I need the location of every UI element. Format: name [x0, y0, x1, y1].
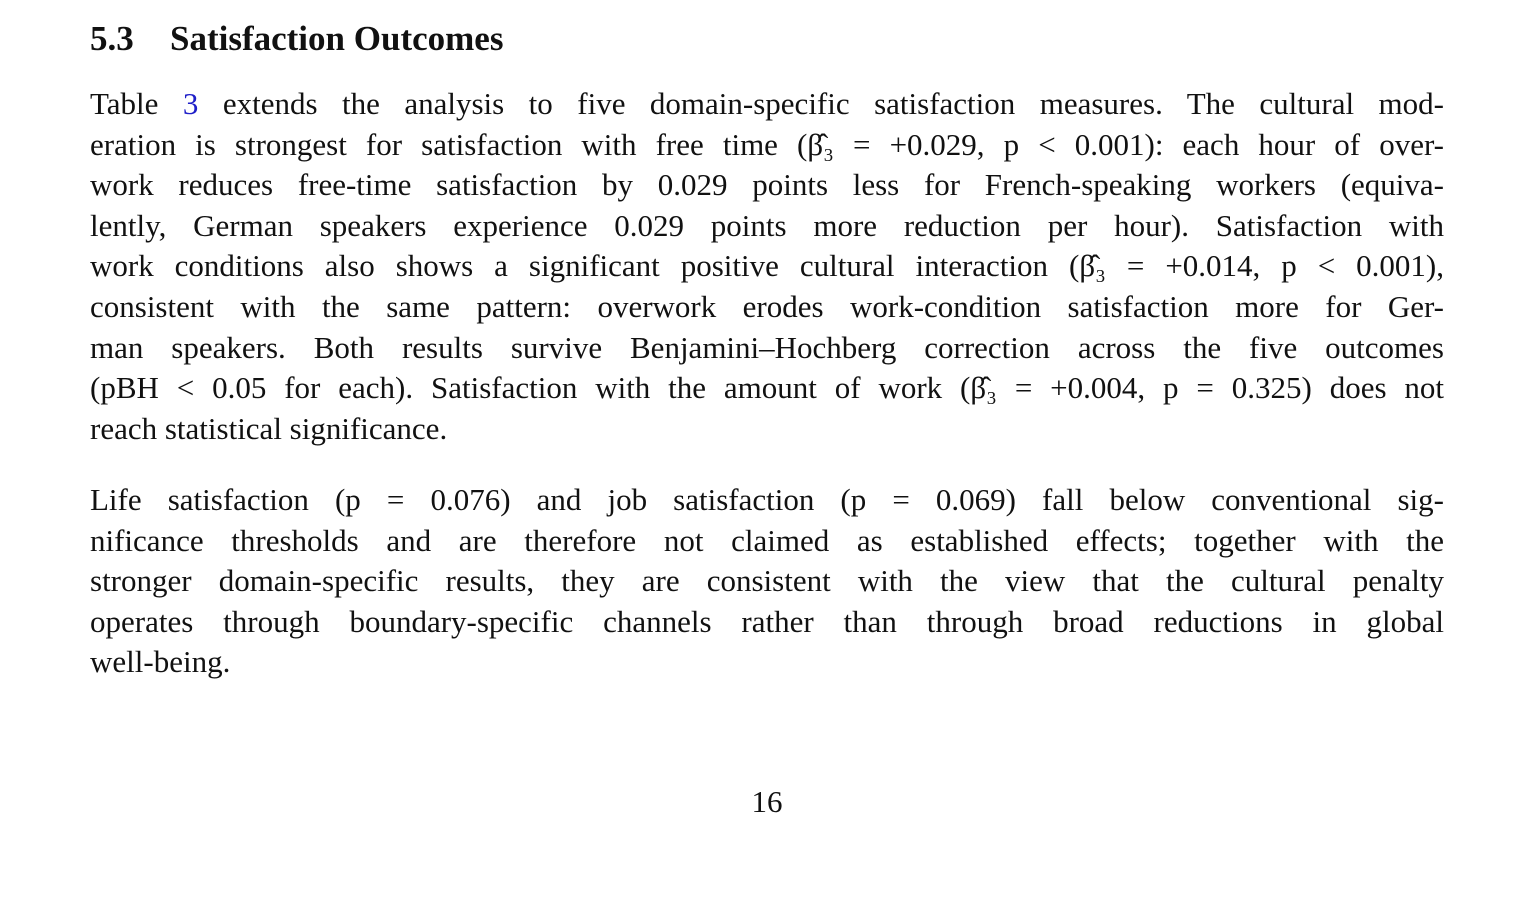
text-line [90, 246, 1444, 287]
section-title: Satisfaction Outcomes [170, 19, 504, 58]
text-line [90, 561, 1444, 602]
body-paragraph-1 [90, 84, 1444, 449]
text-segment: well-being. [90, 644, 231, 680]
body-paragraph-2 [90, 480, 1444, 683]
section-heading [90, 16, 503, 62]
text-segment: Table [90, 86, 183, 121]
text-segment: consistent with the same pattern: overwork erodes work-condition satisfaction more for Ger- [90, 288, 1444, 324]
text-line [90, 521, 1444, 562]
text-segment: man speakers. Both results survive Benjamini–Hochberg correction across the five outcomes [90, 329, 1444, 365]
text-line [90, 287, 1444, 328]
text-line [90, 368, 1444, 409]
text-segment: work reduces free-time satisfaction by 0.029 points less for French-speaking workers (equiva- [90, 167, 1444, 203]
text-line [90, 84, 1444, 125]
text-segment: (pBH < 0.05 for each). Satisfaction with the amount of work (β̂₃ = +0.004, p = 0.325) does not [90, 370, 1444, 406]
text-segment: operates through boundary-specific channels rather than through broad reductions in global [90, 603, 1444, 639]
text-line [90, 480, 1444, 521]
text-line [90, 125, 1444, 166]
text-segment: eration is strongest for satisfaction with free time (β̂₃ = +0.029, p < 0.001): each hour of over- [90, 126, 1444, 162]
text-line [90, 642, 1444, 683]
page-number: 16 [751, 784, 783, 819]
text-line [90, 328, 1444, 369]
section-number: 5.3 [90, 19, 134, 58]
text-segment: extends the analysis to five domain-specific satisfaction measures. The cultural mod- [198, 86, 1444, 121]
text-line [90, 206, 1444, 247]
table-reference-link[interactable]: 3 [182, 86, 199, 121]
text-line [90, 602, 1444, 643]
text-segment: reach statistical significance. [90, 410, 448, 446]
text-segment: stronger domain-specific results, they are consistent with the view that the cultural penalty [90, 563, 1444, 599]
text-segment: work conditions also shows a significant positive cultural interaction (β̂₃ = +0.014, p < 0.001), [90, 248, 1444, 284]
text-segment: lently, German speakers experience 0.029 points more reduction per hour). Satisfaction with [90, 207, 1444, 243]
text-segment: Life satisfaction (p = 0.076) and job satisfaction (p = 0.069) fall below conventional sig- [90, 482, 1444, 517]
text-line [90, 165, 1444, 206]
text-line [90, 409, 1444, 450]
text-segment: nificance thresholds and are therefore not claimed as established effects; together with the [90, 522, 1444, 558]
